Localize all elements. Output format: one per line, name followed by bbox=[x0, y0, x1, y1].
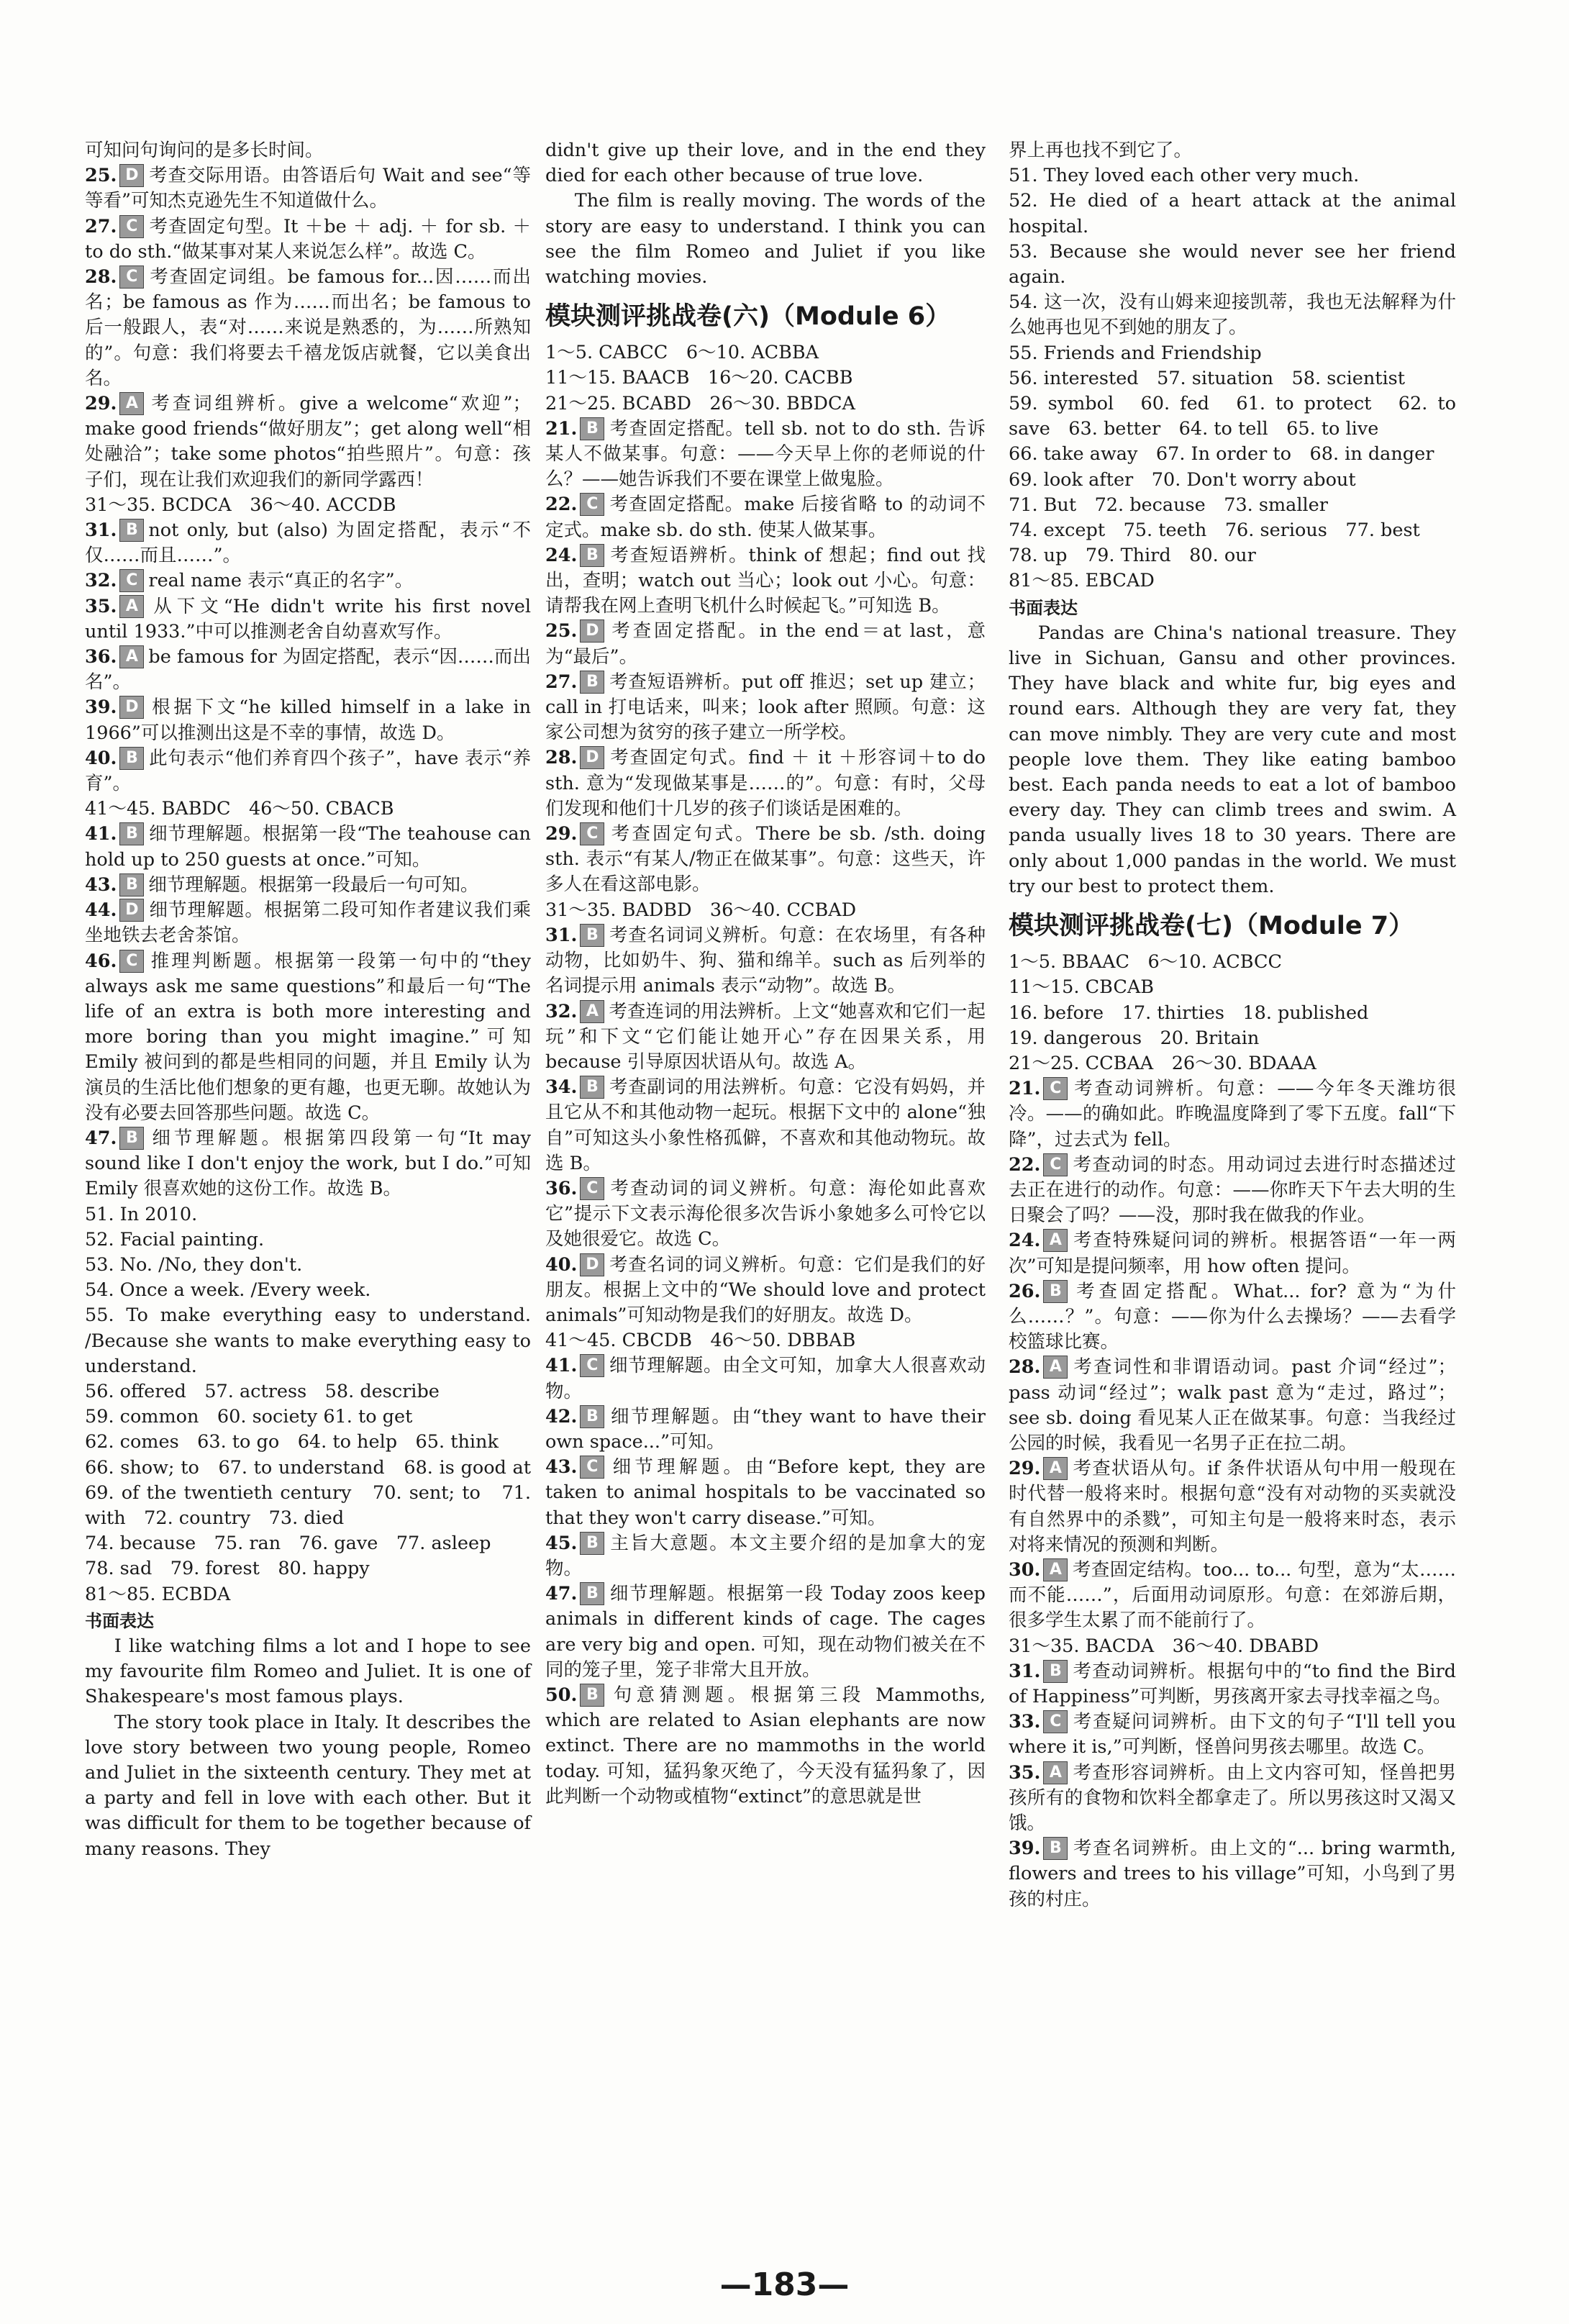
answer-item bbox=[85, 391, 531, 493]
question-number: 40. bbox=[545, 1253, 578, 1276]
answer-line: 11～15. CBCAB bbox=[1009, 976, 1154, 999]
answer-item bbox=[545, 1531, 986, 1581]
answer-item bbox=[85, 898, 531, 948]
answer-letter-box: B bbox=[580, 924, 604, 947]
answer-item bbox=[85, 822, 531, 872]
question-number: 33. bbox=[1009, 1711, 1041, 1733]
explanation-text: 考查固定搭配。in the end＝at last，意为“最后”。 bbox=[545, 620, 986, 668]
explanation-text: 考查固定词组。be famous for...因……而出名；be famous as 作为……而出名；be famous to 后一般跟人，表“对……来说是熟悉的，为……所熟知的”。句意：我们将要去千禧龙饭店就餐，它以美食出名。 bbox=[85, 266, 531, 389]
answer-item bbox=[85, 873, 531, 898]
answer-line: 55. Friends and Friendship bbox=[1009, 342, 1262, 364]
answer-line: 1～5. BBAAC 6～10. ACBCC bbox=[1009, 951, 1283, 973]
question-number: 22. bbox=[545, 494, 578, 516]
column-middle bbox=[545, 138, 986, 1810]
answer-item bbox=[1009, 1659, 1456, 1710]
explanation-text: 考查短语辨析。think of 想起；find out 找出，查明；watch out 当心；look out 小心。句意：请帮我在网上查明飞机什么时候起飞。”可知选 B。 bbox=[545, 544, 986, 617]
answer-letter-box: A bbox=[119, 595, 144, 618]
question-number: 34. bbox=[545, 1076, 578, 1099]
explanation-text: 细节理解题。根据第一段最后一句可知。 bbox=[148, 873, 479, 896]
question-number: 29. bbox=[1009, 1458, 1041, 1480]
answer-item bbox=[545, 492, 986, 543]
answer-letter-box: B bbox=[580, 544, 604, 567]
answer-line: 71. But 72. because 73. smaller bbox=[1009, 494, 1328, 516]
question-number: 29. bbox=[85, 393, 117, 415]
explanation-text: 考查固定句型。It ＋be ＋ adj. ＋ for sb. ＋to do sth.“做某事对某人来说怎么样”。故选 C。 bbox=[85, 215, 531, 263]
answer-item bbox=[1009, 1228, 1456, 1279]
answer-letter-box: B bbox=[580, 1684, 604, 1707]
explanation-text: 主旨大意题。本文主要介绍的是加拿大的宠物。 bbox=[545, 1532, 986, 1579]
answer-line: 54. Once a week. /Every week. bbox=[85, 1279, 371, 1302]
answer-letter-box: A bbox=[580, 1000, 604, 1023]
question-number: 36. bbox=[85, 646, 117, 668]
answer-letter-box: D bbox=[580, 619, 604, 643]
answer-letter-box: A bbox=[1043, 1761, 1068, 1784]
question-number: 30. bbox=[1009, 1558, 1041, 1581]
answer-line: 54. 这一次，没有山姆来迎接凯蒂，我也无法解释为什么她再也见不到她的朋友了。 bbox=[1009, 291, 1456, 339]
answer-item bbox=[545, 619, 986, 669]
question-number: 35. bbox=[85, 595, 117, 617]
answer-letter-box: B bbox=[1043, 1280, 1068, 1303]
answer-item bbox=[545, 1176, 986, 1253]
answer-letter-box: D bbox=[119, 696, 144, 719]
sub-heading: 书面表达 bbox=[85, 1610, 154, 1631]
question-number: 31. bbox=[545, 924, 578, 946]
explanation-text: 考查名词辨析。由上文的“... bring warmth, flowers and trees to his village”可知，小鸟到了男孩的村庄。 bbox=[1009, 1838, 1456, 1910]
answer-letter-box: C bbox=[1043, 1077, 1068, 1100]
answer-item bbox=[545, 745, 986, 822]
explanation-text: 考查短语辨析。put off 推迟；set up 建立；call in 打电话来，叫来；look after 照顾。句意：这家公司想为贫穷的孩子建立一所学校。 bbox=[545, 671, 986, 744]
question-number: 28. bbox=[85, 266, 117, 289]
answer-line: 81～85. EBCAD bbox=[1009, 570, 1155, 592]
answer-line: 56. offered 57. actress 58. describe bbox=[85, 1380, 440, 1402]
answer-letter-box: B bbox=[1043, 1660, 1068, 1683]
answer-letter-box: B bbox=[580, 1405, 604, 1428]
explanation-text: 考查固定句式。find ＋ it ＋形容词＋to do sth. 意为“发现做某事是……的”。句意：有时，父母们发现和他们十几岁的孩子们谈话是困难的。 bbox=[545, 747, 986, 820]
explanation-text: 句意猜测题。根据第三段 Mammoths, which are related to Asian elephants are now extinct. There are no mammoths in the world today. 可知，猛犸象灭绝了，今天没有猛犸象了，因此判断一个动物或植物“extinct”的意思就是世 bbox=[545, 1684, 986, 1807]
explanation-text: 考查形容词辨析。由上文内容可知，怪兽把男孩所有的食物和饮料全都拿走了。所以男孩这时又渴又饿。 bbox=[1009, 1761, 1456, 1834]
answer-item bbox=[1009, 1836, 1456, 1912]
question-number: 41. bbox=[545, 1355, 578, 1377]
question-number: 36. bbox=[545, 1177, 578, 1199]
answer-line: 1～5. CABCC 6～10. ACBBA bbox=[545, 342, 819, 364]
question-number: 22. bbox=[1009, 1153, 1041, 1176]
answer-item bbox=[545, 1581, 986, 1683]
answer-item bbox=[85, 746, 531, 796]
explanation-text: 考查固定搭配。make 后接省略 to 的动词不定式。make sb. do sth. 使某人做某事。 bbox=[545, 494, 986, 541]
question-number: 26. bbox=[1009, 1280, 1041, 1302]
answer-letter-box: A bbox=[1043, 1558, 1068, 1581]
answer-letter-box: C bbox=[580, 822, 604, 845]
answer-item bbox=[85, 1126, 531, 1202]
essay-paragraph: The story took place in Italy. It describes the love story between two young people, Romeo and Juliet in the sixteenth century. They met at a party and fell in love with each other. But it was difficult for them to be together because of many reasons. They bbox=[85, 1711, 531, 1860]
answer-line: 31～35. BADBD 36～40. CCBAD bbox=[545, 899, 857, 921]
answer-letter-box: C bbox=[119, 569, 144, 592]
answer-letter-box: D bbox=[580, 746, 604, 769]
answer-item bbox=[1009, 1710, 1456, 1760]
answer-item bbox=[1009, 1076, 1456, 1153]
answer-item bbox=[85, 265, 531, 391]
answer-item bbox=[85, 518, 531, 568]
answer-line: 41～45. BABDC 46～50. CBACB bbox=[85, 798, 394, 820]
answer-letter-box: B bbox=[119, 873, 144, 897]
answer-item bbox=[85, 949, 531, 1126]
answer-letter-box: B bbox=[119, 822, 144, 845]
answer-line: 81～85. ECBDA bbox=[85, 1583, 231, 1605]
answer-item bbox=[1009, 1153, 1456, 1229]
answer-line: 21～25. BCABD 26～30. BBDCA bbox=[545, 392, 855, 414]
answer-line: 51. In 2010. bbox=[85, 1203, 198, 1225]
answer-letter-box: B bbox=[580, 671, 604, 694]
answer-letter-box: C bbox=[580, 1177, 604, 1200]
question-number: 24. bbox=[1009, 1230, 1041, 1252]
answer-item bbox=[545, 670, 986, 746]
essay-paragraph: didn't give up their love, and in the end they died for each other because of true love. bbox=[545, 140, 986, 187]
explanation-text: be famous for 为固定搭配，表示“因……而出名”。 bbox=[85, 646, 531, 694]
answer-line: 52. Facial painting. bbox=[85, 1228, 265, 1250]
question-number: 25. bbox=[545, 620, 578, 643]
answer-item bbox=[85, 695, 531, 745]
answer-item bbox=[545, 1075, 986, 1176]
answer-item bbox=[545, 999, 986, 1076]
answer-line: 52. He died of a heart attack at the animal hospital. bbox=[1009, 190, 1456, 237]
answer-line: 41～45. CBCDB 46～50. DBBAB bbox=[545, 1330, 856, 1352]
explanation-text: 考查词性和非谓语动词。past 介词“经过”；pass 动词“经过”；walk past 意为“走过，路过”；see sb. doing 看见某人正在做某事。句意：当我经过公园的时候，我看见一名男子正在拉二胡。 bbox=[1009, 1356, 1456, 1454]
section-title: 模块测评挑战卷(七)（Module 7） bbox=[1009, 912, 1414, 941]
answer-letter-box: A bbox=[1043, 1356, 1068, 1379]
question-number: 31. bbox=[85, 519, 117, 542]
answer-item bbox=[85, 163, 531, 214]
explanation-text: 考查词组辨析。give a welcome“欢迎”；make good friends“做好朋友”；get along well“相处融洽”；take some photos“拍些照片”。句意：孩子们，现在让我们欢迎我们的新同学露西！ bbox=[85, 393, 531, 491]
question-number: 43. bbox=[545, 1456, 578, 1479]
sub-heading: 书面表达 bbox=[1009, 597, 1078, 618]
section-title: 模块测评挑战卷(六)（Module 6） bbox=[545, 302, 951, 332]
essay-paragraph: I like watching films a lot and I hope to see my favourite film Romeo and Juliet. It is one of Shakespeare's most famous plays. bbox=[85, 1635, 531, 1708]
answer-letter-box: C bbox=[580, 1354, 604, 1377]
answer-line: 74. except 75. teeth 76. serious 77. best bbox=[1009, 519, 1420, 542]
question-number: 28. bbox=[1009, 1356, 1041, 1379]
essay-paragraph: Pandas are China's national treasure. They live in Sichuan, Gansu and other provinces. They have black and white fur, big eyes and round ears. Although they are very fat, they can move nimbly. They are very cute and most people love them. They like eating bamboo best. Each panda needs to eat a lot of bamboo every day. They can climb trees and swim. A panda usually lives 18 to 30 years. There are only about 1,000 pandas in the world. We must try our best to protect them. bbox=[1009, 622, 1456, 897]
question-number: 50. bbox=[545, 1684, 578, 1706]
explanation-text: 细节理解题。由“Before kept, they are taken to animal hospitals to be vaccinated so that they won't carry disease.”可知。 bbox=[545, 1456, 986, 1529]
answer-letter-box: D bbox=[119, 164, 144, 187]
answer-line: 78. sad 79. forest 80. happy bbox=[85, 1558, 370, 1580]
answer-item bbox=[1009, 1355, 1456, 1456]
explanation-text: 考查动词辨析。根据句中的“to find the Bird of Happiness”可判断，男孩离开家去寻找幸福之鸟。 bbox=[1009, 1660, 1456, 1707]
answer-letter-box: B bbox=[580, 417, 604, 440]
answer-line: 56. interested 57. situation 58. scientist bbox=[1009, 367, 1405, 389]
question-number: 27. bbox=[85, 215, 117, 237]
answer-line: 53. No. /No, they don't. bbox=[85, 1253, 303, 1276]
answer-line: 11～15. BAACB 16～20. CACBB bbox=[545, 367, 853, 389]
answer-item bbox=[545, 1353, 986, 1404]
question-number: 41. bbox=[85, 823, 117, 845]
answer-item bbox=[545, 1455, 986, 1531]
explanation-text: 细节理解题。根据第一段 Today zoos keep animals in different kinds of cage. The cages are very big and open. 可知，现在动物们被关在不同的笼子里，笼子非常大且开放。 bbox=[545, 1583, 986, 1681]
explanation-text: 考查疑问词辨析。由下文的句子“I'll tell you where it is,”可判断，怪兽问男孩去哪里。故选 C。 bbox=[1009, 1711, 1456, 1758]
explanation-text: 细节理解题。根据第四段第一句“It may sound like I don't enjoy the work, but I do.”可知 Emily 很喜欢她的这份工作。故选 B。 bbox=[85, 1127, 531, 1200]
explanation-text: 此句表示“他们养育四个孩子”，have 表示“养育”。 bbox=[85, 747, 531, 795]
explanation-text: 细节理解题。根据第二段可知作者建议我们乘坐地铁去老舍茶馆。 bbox=[85, 899, 531, 947]
answer-letter-box: B bbox=[119, 747, 144, 770]
explanation-text: 考查名词的词义辨析。句意：它们是我们的好朋友。根据上文中的“We should love and protect animals”可知动物是我们的好朋友。故选 D。 bbox=[545, 1253, 986, 1326]
explanation-text: not only, but (also) 为固定搭配，表示“不仅……而且……”。 bbox=[85, 519, 531, 567]
explanation-text: 考查动词的词义辨析。句意：海伦如此喜欢它”提示下文表示海伦很多次告诉小象她多么可怜它以及她很爱它。故选 C。 bbox=[545, 1177, 986, 1250]
answer-item bbox=[545, 1404, 986, 1455]
question-number: 35. bbox=[1009, 1761, 1041, 1784]
explanation-text: 推理判断题。根据第一段第一句中的“they always ask me same questions”和最后一句“The life of an extra is both more interesting and more boring than you might imagine.”可知 Emily 被问到的都是些相同的问题，并且 Emily 认为演员的生活比他们想象的更有趣，也更无聊。故她认为没有必要去回答那些问题。故选 C。 bbox=[85, 950, 531, 1124]
column-right bbox=[1009, 138, 1456, 1912]
explanation-text: 考查固定句式。There be sb. /sth. doing sth. 表示“有某人/物正在做某事”。句意：这些天，许多人在看这部电影。 bbox=[545, 823, 986, 896]
explanation-text: 根据下文“he killed himself in a lake in 1966”可以推测出这是不幸的事情，故选 D。 bbox=[85, 696, 531, 744]
answer-item bbox=[85, 568, 531, 594]
answer-letter-box: A bbox=[119, 645, 144, 668]
answer-letter-box: B bbox=[580, 1076, 604, 1099]
question-number: 29. bbox=[545, 823, 578, 845]
question-number: 45. bbox=[545, 1532, 578, 1554]
answer-letter-box: B bbox=[1043, 1837, 1068, 1860]
explanation-text: 细节理解题。由全文可知，加拿大人很喜欢动物。 bbox=[545, 1355, 986, 1402]
answer-line: 69. look after 70. Don't worry about bbox=[1009, 468, 1356, 491]
question-number: 46. bbox=[85, 950, 117, 972]
answer-item bbox=[85, 645, 531, 695]
answer-line: 16. before 17. thirties 18. published bbox=[1009, 1002, 1369, 1024]
explanation-text: 考查交际用语。由答语后句 Wait and see“等等看”可知杰克逊先生不知道做什么。 bbox=[85, 165, 531, 212]
explanation-text: 考查固定搭配。tell sb. not to do sth. 告诉某人不做某事。句意：——今天早上你的老师说的什么？——她告诉我们不要在课堂上做鬼脸。 bbox=[545, 417, 986, 491]
question-number: 24. bbox=[545, 544, 578, 566]
answer-line: 界上再也找不到它了。 bbox=[1009, 140, 1193, 161]
question-number: 21. bbox=[545, 417, 578, 440]
answer-letter-box: C bbox=[580, 493, 604, 516]
answer-letter-box: C bbox=[1043, 1710, 1068, 1733]
question-number: 32. bbox=[85, 570, 117, 592]
answer-item bbox=[1009, 1558, 1456, 1634]
question-number: 47. bbox=[545, 1583, 578, 1605]
explanation-text: real name 表示“真正的名字”。 bbox=[148, 570, 414, 592]
answer-item bbox=[545, 1683, 986, 1810]
question-number: 42. bbox=[545, 1405, 578, 1427]
explanation-text: 考查特殊疑问词的辨析。根据答语“一年一两次”可知是提问频率，用 how often 提问。 bbox=[1009, 1230, 1456, 1277]
question-number: 31. bbox=[1009, 1660, 1041, 1682]
answer-letter-box: C bbox=[119, 950, 144, 973]
explanation-text: 考查动词辨析。句意：——今年冬天潍坊很冷。——的确如此。昨晚温度降到了零下五度。fall“下降”，过去式为 fell。 bbox=[1009, 1078, 1456, 1150]
answer-line: 59. symbol 60. fed 61. to protect 62. to save 63. better 64. to tell 65. to live bbox=[1009, 393, 1456, 440]
question-number: 32. bbox=[545, 1000, 578, 1022]
question-number: 43. bbox=[85, 873, 117, 896]
question-number: 44. bbox=[85, 899, 117, 922]
answer-line: 21～25. CCBAA 26～30. BDAAA bbox=[1009, 1052, 1316, 1074]
answer-line: 53. Because she would never see her friend again. bbox=[1009, 240, 1456, 289]
question-number: 39. bbox=[1009, 1838, 1041, 1860]
answer-letter-box: C bbox=[119, 265, 144, 289]
answer-line: 66. take away 67. In order to 68. in danger bbox=[1009, 443, 1434, 466]
column-left bbox=[85, 138, 550, 1862]
answer-letter-box: B bbox=[580, 1582, 604, 1605]
explanation-text: 考查固定结构。too... to... 句型，意为“太……而不能……”，后面用动词原形。句意：在郊游后期，很多学生太累了而不能前行了。 bbox=[1009, 1558, 1456, 1632]
answer-line: 51. They loved each other very much. bbox=[1009, 165, 1360, 187]
answer-line: 55. To make everything easy to understand. /Because she wants to make everything easy to understand. bbox=[85, 1304, 531, 1377]
explanation-text: 从下文“He didn't write his first novel until 1933.”中可以推测老舍自幼喜欢写作。 bbox=[85, 595, 531, 643]
answer-letter-box: C bbox=[119, 215, 144, 238]
answer-line: 31～35. BCDCA 36～40. ACCDB bbox=[85, 494, 396, 516]
explanation-text: 细节理解题。根据第一段“The teahouse can hold up to 250 guests at once.”可知。 bbox=[85, 823, 531, 871]
answer-letter-box: A bbox=[119, 392, 144, 415]
answer-item bbox=[545, 822, 986, 898]
answer-letter-box: C bbox=[580, 1456, 604, 1479]
question-number: 40. bbox=[85, 747, 117, 769]
answer-line: 62. comes 63. to go 64. to help 65. think bbox=[85, 1431, 499, 1453]
answer-line: 31～35. BACDA 36～40. DBABD bbox=[1009, 1635, 1319, 1657]
answer-line: 78. up 79. Third 80. our bbox=[1009, 545, 1256, 567]
question-number: 25. bbox=[85, 165, 117, 187]
answer-item bbox=[85, 214, 531, 265]
explanation-text: 细节理解题。由“they want to have their own space...”可知。 bbox=[545, 1405, 986, 1453]
answer-line: 59. common 60. society 61. to get bbox=[85, 1406, 413, 1428]
answer-item bbox=[545, 923, 986, 999]
answer-item bbox=[1009, 1761, 1456, 1837]
answer-letter-box: D bbox=[119, 899, 144, 922]
answer-item bbox=[545, 417, 986, 493]
explanation-text: 考查动词的时态。用动词过去进行时态描述过去正在进行的动作。句意：——你昨天下午去大明的生日聚会了吗？——没，那时我在做我的作业。 bbox=[1009, 1153, 1456, 1227]
answer-line: 19. dangerous 20. Britain bbox=[1009, 1027, 1260, 1049]
answer-item bbox=[545, 543, 986, 619]
answer-item bbox=[85, 594, 531, 645]
question-number: 28. bbox=[545, 747, 578, 769]
question-number: 27. bbox=[545, 671, 578, 693]
question-number: 21. bbox=[1009, 1078, 1041, 1100]
answer-letter-box: A bbox=[1043, 1457, 1068, 1480]
page-number: —183— bbox=[719, 2266, 850, 2303]
answer-letter-box: C bbox=[1043, 1153, 1068, 1176]
answer-letter-box: D bbox=[580, 1253, 604, 1276]
essay-paragraph: The film is really moving. The words of the story are easy to understand. I think you can see the film Romeo and Juliet if you like watching movies. bbox=[545, 190, 986, 289]
answer-letter-box: A bbox=[1043, 1229, 1068, 1252]
answer-letter-box: B bbox=[580, 1532, 604, 1555]
explanation-text: 考查副词的用法辨析。句意：它没有妈妈，并且它从不和其他动物一起玩。根据下文中的 alone“独自”可知这头小象性格孤僻，不喜欢和其他动物玩。故选 B。 bbox=[545, 1076, 986, 1174]
question-number: 39. bbox=[85, 696, 117, 719]
explanation-text: 考查名词词义辨析。句意：在农场里，有各种动物，比如奶牛、狗、猫和绵羊。such as 后列举的名词提示用 animals 表示“动物”。故选 B。 bbox=[545, 924, 986, 997]
explanation-text: 考查固定搭配。What... for? 意为“为什么……？”。句意：——你为什么去操场？——去看学校篮球比赛。 bbox=[1009, 1280, 1456, 1353]
answer-letter-box: B bbox=[119, 519, 144, 542]
explanation-text: 考查状语从句。if 条件状语从句中用一般现在时代替一般将来时。根据句意“没有对动物的买卖就没有自然界中的杀戮”，可知主句是一般将来时态，表示对将来情况的预测和判断。 bbox=[1009, 1458, 1456, 1556]
question-number: 47. bbox=[85, 1127, 117, 1149]
answer-line: 66. show; to 67. to understand 68. is good at 69. of the twentieth century 70. sent; to 71. with 72. country 73. died bbox=[85, 1456, 550, 1529]
answer-item bbox=[1009, 1279, 1456, 1356]
answer-line: 74. because 75. ran 76. gave 77. asleep bbox=[85, 1533, 491, 1555]
answer-item bbox=[1009, 1456, 1456, 1558]
answer-item bbox=[545, 1253, 986, 1329]
answer-letter-box: B bbox=[119, 1127, 144, 1150]
answer-line: 可知问句询问的是多长时间。 bbox=[85, 140, 324, 161]
explanation-text: 考查连词的用法辨析。上文“她喜欢和它们一起玩”和下文“它们能让她开心”存在因果关系，用 because 引导原因状语从句。故选 A。 bbox=[545, 1000, 986, 1073]
